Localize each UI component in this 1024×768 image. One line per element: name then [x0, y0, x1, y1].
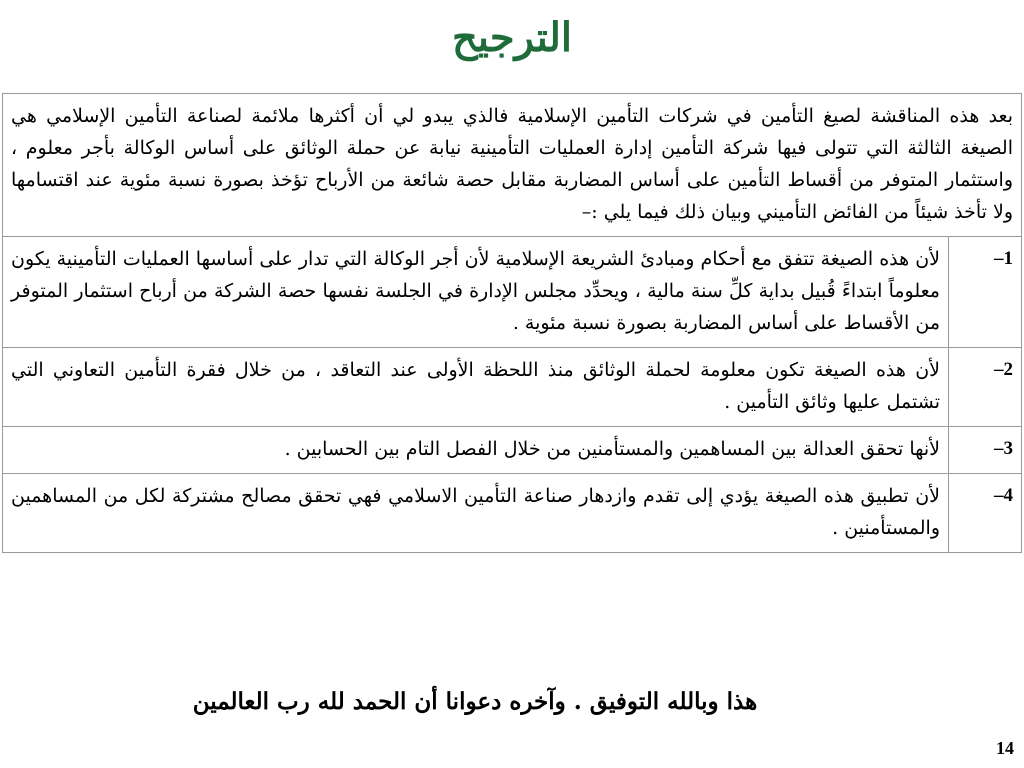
table-row: [3, 348, 1022, 427]
item-number: 1–: [949, 237, 1022, 348]
item-text: لأنها تحقق العدالة بين المساهمين والمستأمنين من خلال الفصل التام بين الحسابين .: [3, 427, 949, 474]
page-number: 14: [996, 738, 1014, 758]
item-number: 3–: [949, 427, 1022, 474]
closing-statement: هذا وبالله التوفيق . وآخره دعوانا أن الحمد لله رب العالمين: [192, 688, 758, 715]
table-row: [3, 474, 1022, 553]
slide-title: الترجيح: [451, 14, 573, 61]
points-table: [2, 93, 1022, 553]
intro-paragraph: بعد هذه المناقشة لصيغ التأمين في شركات التأمين الإسلامية فالذي يبدو لي أن أكثرها ملائمة لصناعة التأمين الإسلامي هي الصيغة الثالثة التي تتولى فيها شركة التأمين إدارة العمليات التأمينية نيابة عن حملة الوثائق على أساس الوكالة بأجر معلوم ، واستثمار المتوفر من أقساط التأمين على أساس المضاربة مقابل حصة شائعة من الأرباح تؤخذ بصورة نسبة مئوية عند اقتسامها ولا تأخذ شيئاً من الفائض التأميني وبيان ذلك فيما يلي :–: [3, 94, 1022, 237]
item-text: لأن هذه الصيغة تتفق مع أحكام ومبادئ الشريعة الإسلامية لأن أجر الوكالة التي تدار على أساسها العمليات التأمينية يكون معلوماً ابتداءً قُبيل بداية كلِّ سنة مالية ، ويحدِّد مجلس الإدارة في الجلسة نفسها حصة الشركة من أرباح استثمار المتوفر من الأقساط على أساس المضاربة بصورة نسبة مئوية .: [3, 237, 949, 348]
table-row: [3, 237, 1022, 348]
table-row: [3, 427, 1022, 474]
item-text: لأن هذه الصيغة تكون معلومة لحملة الوثائق منذ اللحظة الأولى عند التعاقد ، من خلال فقرة التأمين التعاوني التي تشتمل عليها وثائق التأمين .: [3, 348, 949, 427]
intro-row: [3, 94, 1022, 237]
item-text: لأن تطبيق هذه الصيغة يؤدي إلى تقدم وازدهار صناعة التأمين الاسلامي فهي تحقق مصالح مشتركة لكل من المساهمين والمستأمنين .: [3, 474, 949, 553]
item-number: 4–: [949, 474, 1022, 553]
item-number: 2–: [949, 348, 1022, 427]
